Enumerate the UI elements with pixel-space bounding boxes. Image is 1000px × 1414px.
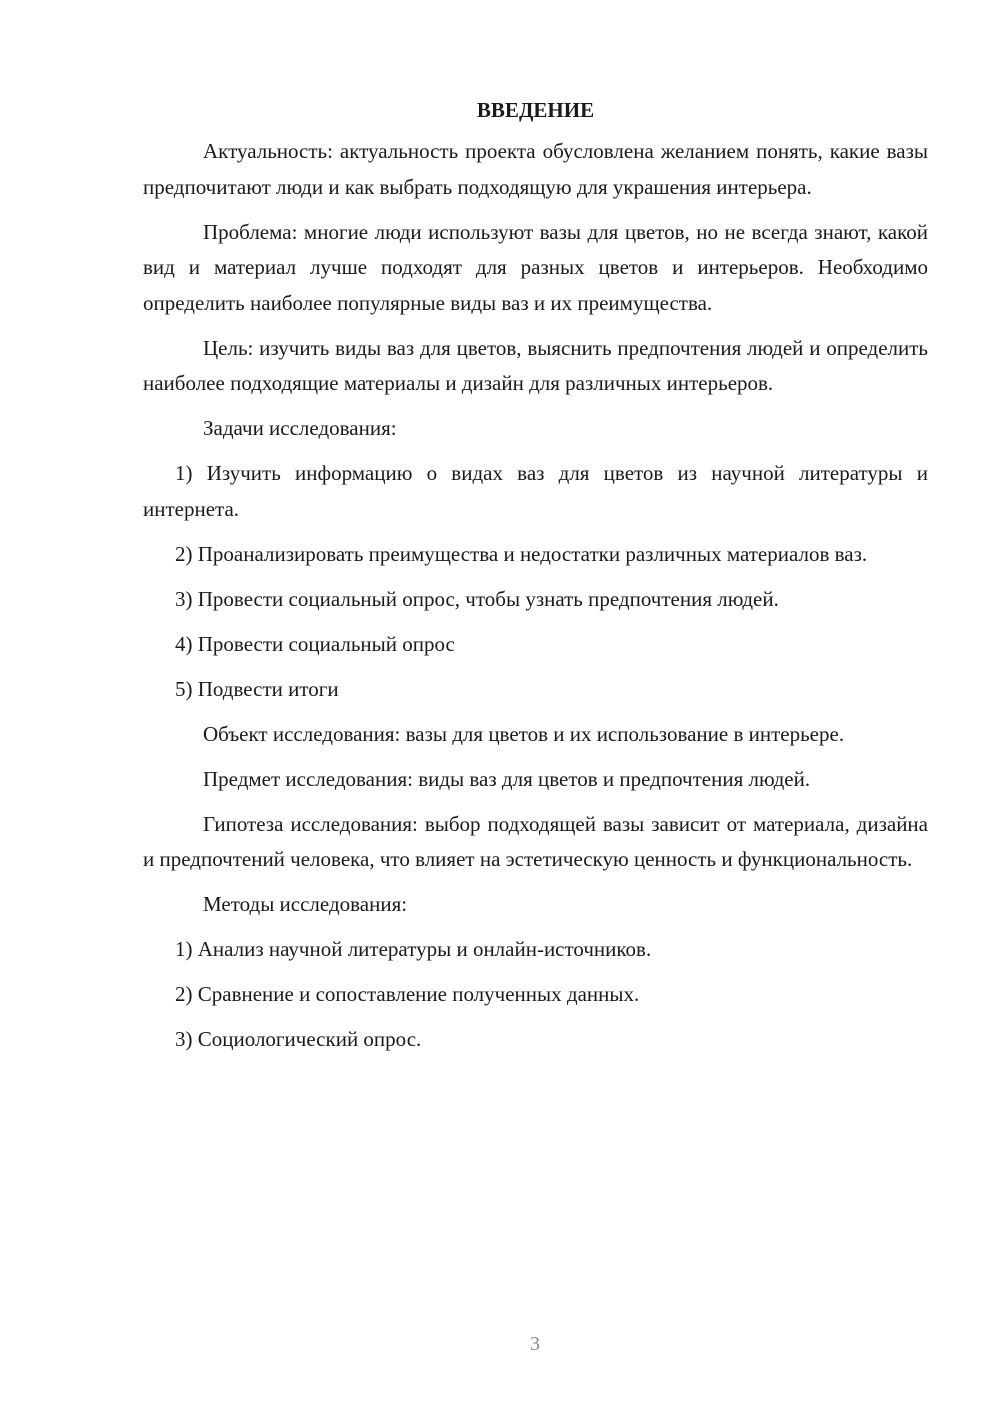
task-item: 2) Проанализировать преимущества и недостатки различных материалов ваз.: [175, 541, 868, 566]
problem-paragraph: Проблема: многие люди используют вазы для цветов, но не всегда знают, какой вид и материал лучше подходят для разных цветов и интерьеров. Необходимо определить наиболее популярные виды ваз и их преимущества.: [143, 219, 928, 315]
section-title: ВВЕДЕНИЕ: [476, 98, 595, 122]
method-item: 2) Сравнение и сопоставление полученных данных.: [175, 982, 640, 1006]
relevance-paragraph: Актуальность: актуальность проекта обусловлена желанием понять, какие вазы предпочитают люди и как выбрать подходящую для украшения интерьера.: [143, 139, 928, 199]
object-paragraph: Объект исследования: вазы для цветов и их использование в интерьере.: [203, 721, 845, 746]
task-item: 3) Провести социальный опрос, чтобы узнать предпочтения людей.: [175, 586, 779, 611]
page-number: 3: [530, 1333, 540, 1355]
hypothesis-paragraph: Гипотеза исследования: выбор подходящей вазы зависит от материала, дизайна и предпочтений человека, что влияет на эстетическую ценность и функциональность.: [143, 811, 928, 871]
tasks-heading: Задачи исследования:: [203, 416, 397, 440]
subject-paragraph: Предмет исследования: виды ваз для цветов и предпочтения людей.: [203, 766, 811, 791]
task-item: 4) Провести социальный опрос: [175, 631, 455, 656]
goal-paragraph: Цель: изучить виды ваз для цветов, выяснить предпочтения людей и определить наиболее подходящие материалы и дизайн для различных интерьеров.: [143, 335, 928, 395]
method-item: 3) Социологический опрос.: [175, 1027, 422, 1051]
task-item: 5) Подвести итоги: [175, 676, 339, 701]
methods-heading: Методы исследования:: [203, 892, 408, 916]
task-item: 1) Изучить информацию о видах ваз для цветов из научной литературы и интернета.: [143, 461, 928, 521]
document-page: [143, 92, 928, 1067]
method-item: 1) Анализ научной литературы и онлайн-источников.: [175, 937, 652, 961]
